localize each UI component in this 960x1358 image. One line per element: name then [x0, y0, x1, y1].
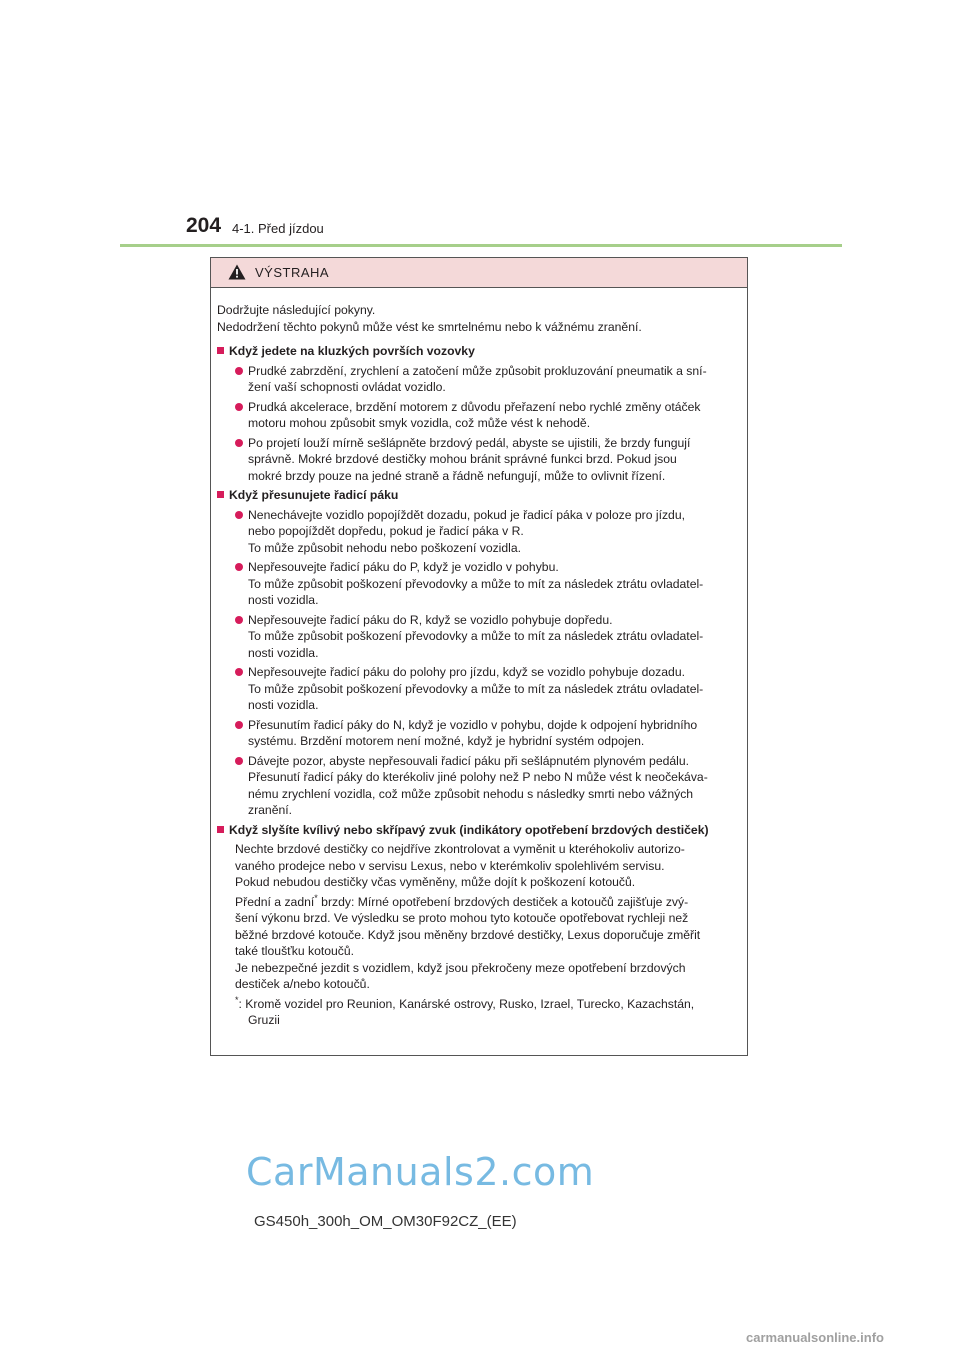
- paragraph: [217, 841, 741, 891]
- paragraph-line: šení výkonu brzd. Ve výsledku se proto mohou tyto kotouče opotřebovat rychleji než: [235, 911, 689, 925]
- list-item-line: nému zrychlení vozidla, což může způsobit nehodu s následky smrti nebo vážných: [248, 786, 694, 801]
- list-item-line: To může způsobit poškození převodovky a může to mít za následek ztrátu ovladatel-: [248, 629, 704, 643]
- paragraph-line: Pokud nebudou destičky včas vyměněny, může dojít k poškození kotoučů.: [235, 875, 636, 889]
- list-item: [217, 753, 741, 819]
- paragraph-text: Přední a zadní: [235, 894, 315, 909]
- list-item-line: Přesunutím řadicí páky do N, když je vozidlo v pohybu, dojde k odpojení hybridního: [248, 717, 698, 732]
- list-item: [217, 559, 741, 609]
- list-item-line: Přesunutí řadicí páky do kterékoliv jiné polohy než P nebo N může vést k neočekáva-: [248, 770, 708, 784]
- list-item-line: To může způsobit poškození převodovky a může to mít za následek ztrátu ovladatel-: [248, 681, 704, 696]
- list-item-line: Prudká akcelerace, brzdění motorem z důvodu přeřazení nebo rychlé změny otáček: [248, 399, 701, 414]
- watermark-url: carmanualsonline.info: [746, 1330, 884, 1345]
- list-item: [217, 399, 741, 432]
- list-item-line: To může způsobit nehodu nebo poškození vozidla.: [248, 540, 522, 555]
- section-heading-shift-lever: [217, 487, 741, 504]
- square-bullet-icon: [217, 826, 224, 833]
- intro-line: Dodržujte následující pokyny.: [217, 303, 376, 317]
- warning-title: VÝSTRAHA: [255, 265, 330, 280]
- paragraph-line: také tloušťku kotoučů.: [235, 944, 355, 958]
- round-bullet-icon: [235, 668, 243, 676]
- list-item-line: nosti vozidla.: [248, 645, 319, 660]
- list-item-line: nosti vozidla.: [248, 698, 319, 712]
- list-item: [217, 664, 741, 714]
- round-bullet-icon: [235, 721, 243, 729]
- warning-box: [210, 257, 748, 1056]
- list-item-line: mokré brzdy pouze na jedné straně a řádně nefungují, může to ovlivnit řízení.: [248, 468, 666, 483]
- list-item-line: Nepřesouvejte řadicí páku do P, když je vozidlo v pohybu.: [248, 560, 559, 574]
- footnote-text: : Kromě vozidel pro Reunion, Kanárské ostrovy, Rusko, Izrael, Turecko, Kazachstán,: [238, 996, 695, 1011]
- page-number: 204: [186, 214, 222, 237]
- list-item-line: motoru mohou způsobit smyk vozidla, což může vést k nehodě.: [248, 416, 591, 430]
- paragraph: [217, 894, 741, 993]
- paragraph-line: [235, 894, 741, 911]
- footnote: [217, 996, 741, 1029]
- paragraph-line: běžné brzdové kotouče. Když jsou měněny brzdové destičky, Lexus doporučuje změřit: [235, 927, 701, 942]
- paragraph-line: Nechte brzdové destičky co nejdříve zkontrolovat a vyměnit u kteréhokoliv autorizo-: [235, 842, 685, 856]
- round-bullet-icon: [235, 439, 243, 447]
- round-bullet-icon: [235, 367, 243, 375]
- list-item-line: zranění.: [248, 803, 293, 817]
- paragraph-line: destiček a/nebo kotoučů.: [235, 977, 370, 991]
- list-item-line: Po projetí louží mírně sešlápněte brzdový pedál, abyste se ujistili, že brzdy fungují: [248, 435, 691, 450]
- section-heading-brake-wear: [217, 822, 741, 839]
- list-item-line: žení vaší schopnosti ovládat vozidlo.: [248, 380, 446, 394]
- round-bullet-icon: [235, 616, 243, 624]
- square-bullet-icon: [217, 491, 224, 498]
- paragraph-line: Je nebezpečné jezdit s vozidlem, když jsou překročeny meze opotřebení brzdových: [235, 960, 686, 975]
- round-bullet-icon: [235, 511, 243, 519]
- warning-triangle-icon: [228, 264, 246, 280]
- list-item: [217, 717, 741, 750]
- list-item-line: Dávejte pozor, abyste nepřesouvali řadicí páku při sešlápnutém plynovém pedálu.: [248, 753, 690, 768]
- round-bullet-icon: [235, 757, 243, 765]
- section-title: 4-1. Před jízdou: [232, 221, 324, 236]
- list-item-line: Nepřesouvejte řadicí páku do polohy pro jízdu, když se vozidlo pohybuje dozadu.: [248, 665, 685, 679]
- list-item-line: Prudké zabrzdění, zrychlení a zatočení může způsobit prokluzování pneumatik a sní-: [248, 363, 707, 378]
- round-bullet-icon: [235, 403, 243, 411]
- list-item-line: nosti vozidla.: [248, 593, 319, 607]
- section-heading-text: Když jedete na kluzkých površích vozovky: [229, 344, 475, 358]
- list-item-line: systému. Brzdění motorem není možné, když je hybridní systém odpojen.: [248, 734, 645, 748]
- list-item: [217, 435, 741, 485]
- footnote-line: [235, 996, 741, 1013]
- watermark-logo: CarManuals2.com: [246, 1150, 595, 1194]
- list-item-line: To může způsobit poškození převodovky a může to mít za následek ztrátu ovladatel-: [248, 576, 704, 591]
- footnote-marker: *: [314, 892, 318, 903]
- square-bullet-icon: [217, 347, 224, 354]
- header-rule: [120, 244, 842, 247]
- paragraph-line: vaného prodejce nebo v servisu Lexus, nebo v kterémkoliv spolehlivém servisu.: [235, 858, 665, 873]
- list-item: [217, 363, 741, 396]
- warning-body: [211, 288, 747, 1029]
- section-heading-text: Když přesunujete řadicí páku: [229, 488, 399, 502]
- round-bullet-icon: [235, 563, 243, 571]
- footnote-marker: *: [235, 994, 239, 1005]
- section-heading-slippery-roads: [217, 343, 741, 360]
- footnote-line: Gruzii: [248, 1013, 280, 1027]
- list-item-line: nebo popojíždět dopředu, pokud je řadicí páka v R.: [248, 524, 524, 538]
- list-item-line: Nenechávejte vozidlo popojíždět dozadu, pokud je řadicí páka v poloze pro jízdu,: [248, 507, 686, 522]
- list-item: [217, 507, 741, 557]
- section-heading-text: Když slyšíte kvílivý nebo skřípavý zvuk (indikátory opotřebení brzdových destiček): [229, 822, 709, 837]
- paragraph-text: brzdy: Mírné opotřebení brzdových destiček a kotoučů zajišťuje zvý-: [317, 894, 689, 909]
- warning-intro: [217, 302, 741, 335]
- list-item-line: správně. Mokré brzdové destičky mohou bránit správné funkci brzd. Pokud jsou: [248, 452, 677, 466]
- list-item-line: Nepřesouvejte řadicí páku do R, když se vozidlo pohybuje dopředu.: [248, 612, 613, 627]
- footer-code: GS450h_300h_OM_OM30F92CZ_(EE): [254, 1213, 517, 1230]
- warning-header: [211, 258, 747, 288]
- intro-line: Nedodržení těchto pokynů může vést ke smrtelnému nebo k vážnému zranění.: [217, 319, 642, 334]
- list-item: [217, 612, 741, 662]
